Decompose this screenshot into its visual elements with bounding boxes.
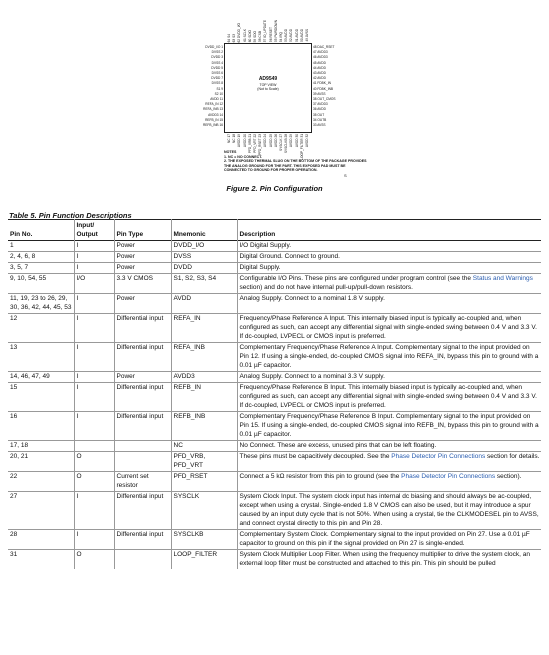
table-row <box>8 252 541 263</box>
description-cell: Complementary Frequency/Phase Reference B Input. Complementary signal to the input provided on Pin 15. If using a single-ended, dc-coupled CMOS signal into REFB_IN, bypass this pin to ground with a 0.01 µF capacitor. <box>237 412 541 441</box>
io-cell: I <box>74 241 114 252</box>
pin-label: REFA_IN 12 <box>205 102 223 107</box>
pin-type-cell: Differential input <box>114 530 171 550</box>
io-cell: I <box>74 263 114 274</box>
pin-label: 63 S3 <box>232 33 237 42</box>
chip-name: AD9549 <box>258 76 278 82</box>
pin-label: 58 CSB <box>258 31 263 42</box>
table-row <box>8 274 541 294</box>
pin-type-cell: Power <box>114 294 171 314</box>
description-cell: No Connect. These are excess, unused pins that can be left floating. <box>237 441 541 452</box>
pin-type-cell: Current set resistor <box>114 472 171 492</box>
section-link[interactable]: Phase Detector Pin Connections <box>391 453 486 460</box>
io-cell: I <box>74 530 114 550</box>
chip-package <box>224 43 312 133</box>
pin-label: 36 AVDD <box>313 107 326 112</box>
mnemonic-cell: AVDD3 <box>171 372 237 383</box>
io-cell: O <box>74 472 114 492</box>
table-row <box>8 472 541 492</box>
table-row <box>8 412 541 441</box>
mnemonic-cell: REFB_INB <box>171 412 237 441</box>
pin-label: 46 AVDD3 <box>313 55 328 60</box>
description-cell: Frequency/Phase Reference B Input. This internally biased input is typically ac-coupled and, when configured as such, can accept any differential signal with single-ended swing between 0.4 V and 3.3 V. If dc-coupled, LVPECL or CMOS input is preferred. <box>237 383 541 412</box>
header-input-output: Input/ Output <box>74 220 114 241</box>
pin-label: 37 AVDD3 <box>313 102 328 107</box>
table-row <box>8 452 541 472</box>
mnemonic-cell: NC <box>171 441 237 452</box>
io-cell: I <box>74 343 114 372</box>
pin-label: 33 AVSS <box>313 123 326 127</box>
pin-number-cell: 22 <box>10 473 18 480</box>
io-cell: I <box>74 314 114 343</box>
description-cell: Analog Supply. Connect to a nominal 1.8 V supply. <box>237 294 541 314</box>
header-description: Description <box>237 220 541 241</box>
pin-label: S2 10 <box>214 91 223 96</box>
table-header-row <box>8 220 541 241</box>
pin-number-cell: 14, 46, 47, 49 <box>10 373 50 380</box>
table-row <box>8 343 541 372</box>
table-row <box>8 550 541 570</box>
table-row <box>8 441 541 452</box>
pin-type-cell <box>114 452 171 472</box>
pin-label: NC 17 <box>227 134 231 144</box>
pin-type-cell <box>114 550 171 570</box>
pin-label: 40 FDBK_INB <box>313 86 334 91</box>
pin-label: AVDD 24 <box>263 134 268 148</box>
pin-label: AVDD 11 <box>210 97 223 101</box>
chip-scale-label: (Not to Scale) <box>257 87 279 91</box>
pin-label: 38 OUT_CMOS <box>313 97 336 101</box>
pin-label: DVDD 7 <box>211 76 223 81</box>
pin-label: 48 DAC_RSET <box>313 45 335 49</box>
pin-number-cell: 2, 4, 6, 8 <box>10 253 36 260</box>
table-row <box>8 241 541 252</box>
pin-type-cell: Differential input <box>114 412 171 441</box>
pin-label: 51 AVDD <box>294 29 299 42</box>
io-cell: O <box>74 452 114 472</box>
mnemonic-cell: REFA_IN <box>171 314 237 343</box>
description-cell: Frequency/Phase Reference A Input. This internally biased input is typically ac-coupled and, when configured as such, can accept any differential signal with single-ended swing between 0.4 V and 3.3 V. If dc-coupled, LVPECL or CMOS input is preferred. <box>237 314 541 343</box>
header-pin-type: Pin Type <box>114 220 171 241</box>
pin-number-cell: 13 <box>10 344 18 351</box>
figure-caption: Figure 2. Pin Configuration <box>226 184 323 193</box>
description-cell: Configurable I/O Pins. These pins are configured under program control (see the Status and Warnings section) and do not have internal pull-up/pull-down resistors. <box>237 274 541 294</box>
pin-label: 34 OUTB <box>313 117 327 122</box>
pin-label: S1 9 <box>216 86 223 91</box>
pin-type-cell: 3.3 V CMOS <box>114 274 171 294</box>
mnemonic-cell: PFD_VRB, PFD_VRT <box>171 452 237 472</box>
note-line: 1. NC = NO CONNECT. <box>224 154 263 159</box>
pin-label: 55 PWRDOWN <box>273 20 278 42</box>
description-cell: Complementary Frequency/Phase Reference A Input. Complementary signal to the input provided on Pin 12. If using a single-ended, dc-coupled CMOS signal into REFA_IN, bypass this pin to ground with a 0.01 µF capacitor. <box>237 343 541 372</box>
pin-type-cell: Differential input <box>114 343 171 372</box>
table-row <box>8 294 541 314</box>
io-cell: I <box>74 252 114 263</box>
pin-label: AVDD 19 <box>237 134 242 148</box>
note-line: 2. THE EXPOSED THERMAL SLUG ON THE BOTTOM OF THE PACKAGE PROVIDES <box>224 159 367 164</box>
description-cell: Analog Supply. Connect to a nominal 3.3 V supply. <box>237 372 541 383</box>
pin-label: 44 AVDD <box>313 65 326 70</box>
pin-label: 64 S4 <box>227 33 231 42</box>
pin-label: 41 FDBK_IN <box>313 81 331 86</box>
pin-type-cell: Differential input <box>114 492 171 530</box>
note-line: THE ANALOG GROUND FOR THE PART. THIS EXPOSED PAD MUST BE <box>224 163 346 168</box>
pin-label: 49 AVSS <box>305 29 309 42</box>
description-cell: I/O Digital Supply. <box>237 241 541 252</box>
chip-view-label: TOP VIEW <box>259 83 277 87</box>
description-cell: System Clock Input. The system clock input has internal dc biasing and should always be ac-coupled, except when using a crystal. Single-ended 1.8 V CMOS can also be used, but it may introduce a spur caused by an input duty cycle that is not 50%. When using a crystal, tie the CLKMODESEL pin to AVSS, and connect crystal directly to this pin and Pin 28. <box>237 492 541 530</box>
pin-label: DVDD 5 <box>211 65 223 70</box>
mnemonic-cell: AVDD <box>171 294 237 314</box>
pin-label: SYSCLK 27 <box>279 134 283 152</box>
pin-label: 62 DVDD_I/O <box>237 22 242 42</box>
pin-label: AVDD 20 <box>242 134 247 148</box>
pin-label: PFD_RSET 23 <box>258 134 263 156</box>
pin-label: 53 AVDD <box>284 29 289 42</box>
pin-number-cell: 20, 21 <box>10 453 29 460</box>
mnemonic-cell: S1, S2, S3, S4 <box>171 274 237 294</box>
table-row <box>8 530 541 550</box>
pin-number-cell: 9, 10, 54, 55 <box>10 275 47 282</box>
pin-label: PFD_VRT 22 <box>253 134 257 153</box>
pin-number-cell: 11, 19, 23 to 26, 29, 30, 36, 42, 44, 45, 53 <box>10 295 72 311</box>
io-cell: I <box>74 412 114 441</box>
mnemonic-cell: DVSS <box>171 252 237 263</box>
header-mnemonic: Mnemonic <box>171 220 237 241</box>
pin-function-table <box>8 219 541 569</box>
pin-label: DVSS 4 <box>211 60 223 65</box>
pin-label: AVDD 30 <box>294 134 299 148</box>
table-row <box>8 314 541 343</box>
io-cell <box>74 441 114 452</box>
pin-label: 60 SDIO <box>247 29 252 42</box>
table-row <box>8 372 541 383</box>
mnemonic-cell: SYSCLK <box>171 492 237 530</box>
pin-type-cell: Power <box>114 252 171 263</box>
diagram-notes <box>224 150 367 173</box>
table-row <box>8 263 541 274</box>
pin-label: PFD_VRB 21 <box>247 134 252 154</box>
pin-number-cell: 12 <box>10 315 18 322</box>
pin-label: REFB_INB 16 <box>202 123 223 127</box>
mnemonic-cell: REFB_IN <box>171 383 237 412</box>
pin-number-cell: 3, 5, 7 <box>10 264 29 271</box>
pin-number-cell: 15 <box>10 384 18 391</box>
pin-label: 42 AVDD <box>313 76 326 81</box>
pin-label: LOOP_FILTER 31 <box>299 134 304 160</box>
mnemonic-cell: SYSCLKB <box>171 530 237 550</box>
mnemonic-cell: LOOP_FILTER <box>171 550 237 570</box>
io-cell: I <box>74 294 114 314</box>
table-row <box>8 383 541 412</box>
description-cell: Digital Ground. Connect to ground. <box>237 252 541 263</box>
pin-number-cell: 16 <box>10 413 18 420</box>
section-link[interactable]: Phase Detector Pin Connections <box>401 473 496 480</box>
pin-label: 50 AVDD <box>299 29 304 42</box>
pin-label: 47 AVDD3 <box>313 50 328 55</box>
pin-number-cell: 1 <box>10 242 14 249</box>
pin-type-cell: Power <box>114 372 171 383</box>
pin-number-cell: 27 <box>10 493 18 500</box>
pin-type-cell: Power <box>114 263 171 274</box>
io-cell: I <box>74 383 114 412</box>
pin-label: 52 AVDD <box>289 29 294 42</box>
pin-label: AVDD 26 <box>273 134 278 148</box>
pin-label: 35 OUT <box>313 112 325 117</box>
description-cell: System Clock Multiplier Loop Filter. When using the frequency multiplier to drive the system clock, an external loop filter must be constructed and attached to this pin. This pin should be pulled <box>237 550 541 570</box>
io-cell: I <box>74 492 114 530</box>
mnemonic-cell: DVDD_I/O <box>171 241 237 252</box>
description-cell: Digital Supply. <box>237 263 541 274</box>
pin-label: 59 SDO <box>253 30 257 42</box>
pin-label: REFA_INB 13 <box>203 107 223 112</box>
pin-label: AVDD3 14 <box>208 112 223 117</box>
pin-number-cell: 17, 18 <box>10 442 29 449</box>
pin-label: SYSCLKB 28 <box>284 134 289 154</box>
pin-label: 39 AVSS <box>313 91 326 96</box>
io-cell: O <box>74 550 114 570</box>
mnemonic-cell: REFA_INB <box>171 343 237 372</box>
io-cell: I <box>74 372 114 383</box>
pin-label: 45 AVDD <box>313 60 326 65</box>
mnemonic-cell: DVDD <box>171 263 237 274</box>
pin-type-cell: Power <box>114 241 171 252</box>
description-cell: These pins must be capacitively decoupled. See the Phase Detector Pin Connections section for details. <box>237 452 541 472</box>
figure-mark: S <box>344 173 347 178</box>
description-cell: Connect a 5 kΩ resistor from this pin to ground (see the Phase Detector Pin Connections section). <box>237 472 541 492</box>
pin-label: DVSS 2 <box>211 50 223 55</box>
header-pin-no: Pin No. <box>10 231 33 238</box>
pin-label: DVSS 8 <box>211 81 223 86</box>
pin-label: NC 18 <box>232 134 237 144</box>
mnemonic-cell: PFD_RSET <box>171 472 237 492</box>
pin-label: 61 SCLK <box>242 29 247 42</box>
pin-label: AVDD 29 <box>289 134 294 148</box>
io-cell: I/O <box>74 274 114 294</box>
pin-type-cell: Differential input <box>114 383 171 412</box>
pin-type-cell <box>114 441 171 452</box>
table-row <box>8 492 541 530</box>
pin-number-cell: 28 <box>10 531 18 538</box>
pin-label: 54 IRQ <box>279 31 283 42</box>
section-link[interactable]: Status and Warnings <box>472 275 533 282</box>
note-line: CONNECTED TO GROUND FOR PROPER OPERATION. <box>224 168 318 173</box>
pin-type-cell: Differential input <box>114 314 171 343</box>
pin-label: 57 IO_UPDATE <box>263 19 268 42</box>
pin-label: 56 RESET <box>268 26 273 42</box>
pin-label: DVDD 3 <box>211 55 223 60</box>
notes-title: NOTES <box>224 150 237 154</box>
pin-label: DVSS 6 <box>211 71 223 75</box>
pin-label: AVDD 32 <box>305 134 309 148</box>
pin-label: AVDD 25 <box>268 134 273 148</box>
pin-label: DVDD_I/O 1 <box>205 45 223 49</box>
pin-label: 43 AVDD <box>313 71 326 75</box>
pin-number-cell: 31 <box>10 551 18 558</box>
description-cell: Complementary System Clock. Complementary signal to the input provided on Pin 27. Use a 0.01 µF capacitor to ground on this pin if the signal provided on Pin 27 is single-ended. <box>237 530 541 550</box>
pin-label: REFB_IN 15 <box>205 117 223 122</box>
table-title: Table 5. Pin Function Descriptions <box>9 211 132 220</box>
